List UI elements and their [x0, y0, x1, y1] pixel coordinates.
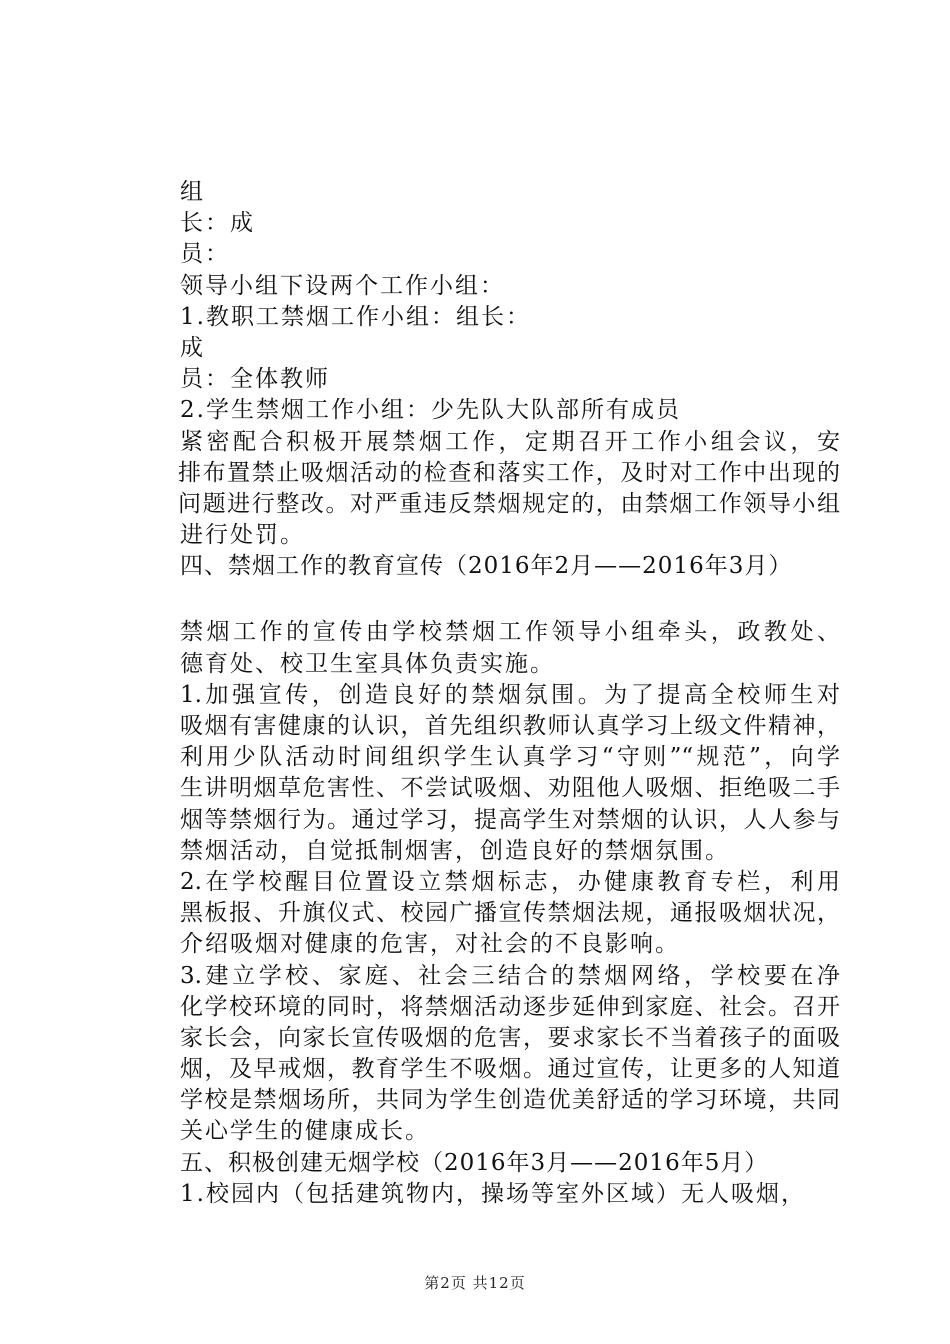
text-line: 利用少队活动时间组织学生认真学习“守则”“规范”，向学 [180, 744, 840, 771]
text-line: 2.在学校醒目位置设立禁烟标志，办健康教育专栏，利用 [180, 868, 840, 895]
text-line: 2.学生禁烟工作小组：少先队大队部所有成员 [180, 397, 681, 424]
text-line: 成 [180, 334, 205, 361]
text-line: 吸烟有害健康的认识，首先组织教师认真学习上级文件精神， [180, 713, 840, 739]
page-number-footer: 第2页 共12页 [424, 1274, 526, 1292]
section-heading: 四、禁烟工作的教育宣传（2016年2月——2016年3月） [180, 553, 793, 580]
text-line: 学校是禁烟场所，共同为学生创造优美舒适的学习环境，共同 [180, 1087, 840, 1114]
text-line: 1.加强宣传，创造良好的禁烟氛围。为了提高全校师生对 [180, 681, 840, 708]
document-body [180, 177, 840, 1210]
text-line: 德育处、校卫生室具体负责实施。 [180, 650, 555, 677]
text-line: 烟，及早戒烟，教育学生不吸烟。通过宣传，让更多的人知道 [180, 1056, 840, 1083]
text-line: 问题进行整改。对严重违反禁烟规定的，由禁烟工作领导小组 [178, 490, 840, 517]
text-line: 1.校园内（包括建筑物内，操场等室外区域）无人吸烟， [180, 1180, 806, 1207]
text-line: 生讲明烟草危害性、不尝试吸烟、劝阻他人吸烟、拒绝吸二手 [180, 775, 840, 802]
text-line: 紧密配合积极开展禁烟工作，定期召开工作小组会议，安 [180, 428, 840, 455]
text-line: 3.建立学校、家庭、社会三结合的禁烟网络，学校要在净 [180, 962, 840, 989]
text-line: 禁烟工作的宣传由学校禁烟工作领导小组牵头，政教处、 [180, 619, 840, 646]
text-line: 领导小组下设两个工作小组： [180, 272, 505, 299]
text-line: 关心学生的健康成长。 [180, 1118, 430, 1145]
blank-line [180, 582, 840, 617]
text-line: 化学校环境的同时，将禁烟活动逐步延伸到家庭、社会。召开 [180, 993, 840, 1020]
text-line: 烟等禁烟行为。通过学习，提高学生对禁烟的认识，人人参与 [180, 806, 840, 833]
text-line: 家长会，向家长宣传吸烟的危害，要求家长不当着孩子的面吸 [180, 1024, 840, 1051]
text-line: 员： [180, 241, 230, 268]
text-line: 黑板报、升旗仪式、校园广播宣传禁烟法规，通报吸烟状况， [180, 900, 840, 927]
text-line: 长：成 [180, 210, 255, 237]
text-line: 进行处罚。 [180, 522, 305, 549]
text-line: 介绍吸烟对健康的危害，对社会的不良影响。 [180, 931, 680, 958]
text-line: 组 [180, 179, 205, 205]
section-heading: 五、积极创建无烟学校（2016年3月——2016年5月） [180, 1149, 769, 1176]
text-line: 排布置禁止吸烟活动的检查和落实工作，及时对工作中出现的 [178, 459, 840, 486]
text-line: 禁烟活动，自觉抵制烟害，创造良好的禁烟氛围。 [180, 837, 730, 864]
text-line: 员：全体教师 [180, 366, 330, 393]
text-line: 1.教职工禁烟工作小组：组长： [180, 303, 531, 330]
